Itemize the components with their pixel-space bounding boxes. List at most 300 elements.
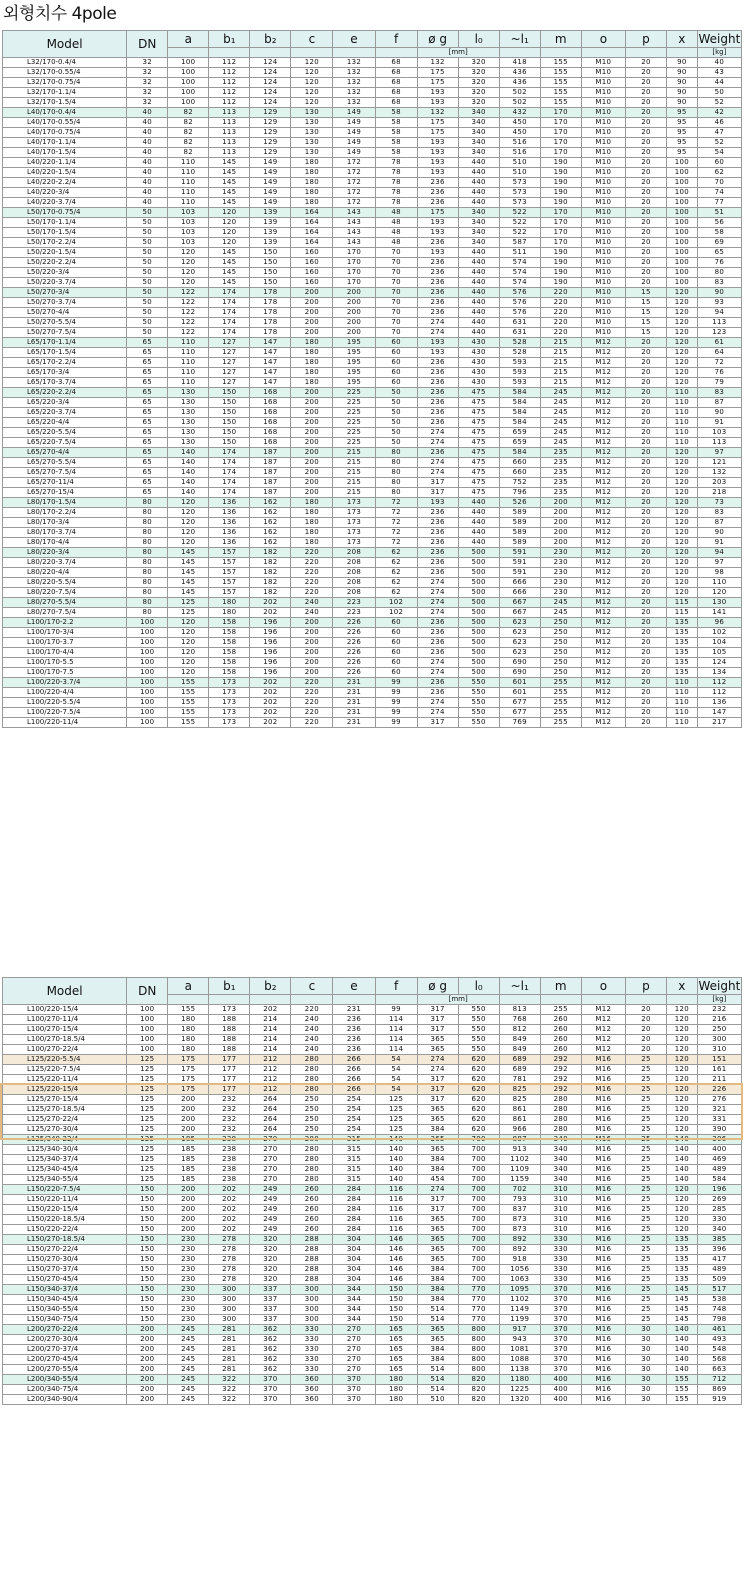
value-cell: 168 [250, 408, 291, 418]
model-cell: L200/340-75/4 [3, 1385, 127, 1395]
value-cell: 180 [291, 198, 333, 208]
value-cell: 139 [250, 218, 291, 228]
model-cell: L50/170-1.1/4 [3, 218, 127, 228]
value-cell: 214 [250, 1035, 291, 1045]
value-cell: 601 [499, 688, 540, 698]
value-cell: 208 [333, 588, 375, 598]
value-cell: 220 [291, 678, 333, 688]
value-cell: M12 [581, 508, 625, 518]
value-cell: 168 [250, 428, 291, 438]
model-cell: L40/220-3.7/4 [3, 198, 127, 208]
value-cell: 231 [333, 708, 375, 718]
value-cell: 200 [127, 1325, 168, 1335]
col-header-model: Model [3, 978, 127, 1005]
value-cell: 322 [209, 1385, 250, 1395]
value-cell: 168 [250, 438, 291, 448]
model-cell: L65/270-4/4 [3, 448, 127, 458]
value-cell: 236 [417, 518, 458, 528]
value-cell: 135 [666, 658, 697, 668]
value-cell: M12 [581, 718, 625, 728]
value-cell: 500 [458, 588, 499, 598]
value-cell: 150 [127, 1285, 168, 1295]
value-cell: 793 [499, 1195, 540, 1205]
table-row [3, 368, 742, 378]
value-cell: 913 [499, 1145, 540, 1155]
unit-cell [375, 995, 417, 1005]
value-cell: 238 [209, 1175, 250, 1185]
value-cell: 528 [499, 338, 540, 348]
value-cell: 82 [168, 108, 209, 118]
value-cell: 54 [375, 1055, 417, 1065]
value-cell: 254 [333, 1095, 375, 1105]
value-cell: M10 [581, 328, 625, 338]
value-cell: 584 [499, 448, 540, 458]
value-cell: 310 [540, 1195, 581, 1205]
value-cell: 288 [291, 1265, 333, 1275]
value-cell: 20 [625, 578, 666, 588]
value-cell: 20 [625, 488, 666, 498]
value-cell: 80 [127, 538, 168, 548]
value-cell: 440 [458, 328, 499, 338]
value-cell: 249 [250, 1225, 291, 1235]
model-cell: L80/170-4/4 [3, 538, 127, 548]
value-cell: 430 [458, 338, 499, 348]
value-cell: 147 [697, 708, 741, 718]
value-cell: 130 [168, 428, 209, 438]
table-row [3, 268, 742, 278]
value-cell: 510 [499, 168, 540, 178]
value-cell: 212 [250, 1075, 291, 1085]
value-cell: 215 [540, 338, 581, 348]
col-header-dn: DN [127, 31, 168, 58]
value-cell: 320 [250, 1265, 291, 1275]
value-cell: 82 [168, 148, 209, 158]
model-cell: L50/220-1.5/4 [3, 248, 127, 258]
value-cell: M16 [581, 1335, 625, 1345]
value-cell: 100 [127, 678, 168, 688]
value-cell: 155 [540, 78, 581, 88]
value-cell: 112 [209, 58, 250, 68]
value-cell: 20 [625, 368, 666, 378]
value-cell: 230 [168, 1235, 209, 1245]
value-cell: 15 [625, 298, 666, 308]
value-cell: 78 [375, 198, 417, 208]
model-cell: L200/270-45/4 [3, 1355, 127, 1365]
value-cell: 129 [250, 128, 291, 138]
value-cell: 62 [375, 588, 417, 598]
value-cell: 20 [625, 468, 666, 478]
value-cell: 200 [291, 458, 333, 468]
value-cell: 208 [333, 558, 375, 568]
value-cell: 60 [375, 378, 417, 388]
value-cell: 304 [333, 1275, 375, 1285]
value-cell: 280 [291, 1165, 333, 1175]
unit-cell [540, 995, 581, 1005]
value-cell: 943 [499, 1335, 540, 1345]
value-cell: 284 [333, 1205, 375, 1215]
col-header-6: ø g [417, 978, 458, 995]
value-cell: 250 [540, 648, 581, 658]
value-cell: 135 [666, 1235, 697, 1245]
value-cell: 193 [417, 248, 458, 258]
value-cell: 173 [209, 698, 250, 708]
value-cell: 136 [209, 538, 250, 548]
value-cell: 601 [499, 678, 540, 688]
value-cell: M10 [581, 318, 625, 328]
value-cell: 120 [666, 1055, 697, 1065]
value-cell: 223 [333, 598, 375, 608]
value-cell: 74 [697, 188, 741, 198]
value-cell: M10 [581, 248, 625, 258]
table-row [3, 1125, 742, 1135]
value-cell: 260 [540, 1015, 581, 1025]
value-cell: 120 [666, 588, 697, 598]
value-cell: 70 [375, 258, 417, 268]
value-cell: 68 [375, 98, 417, 108]
model-cell: L150/340-37/4 [3, 1285, 127, 1295]
unit-cell [209, 995, 250, 1005]
value-cell: 748 [697, 1305, 741, 1315]
value-cell: 82 [168, 118, 209, 128]
value-cell: 304 [333, 1235, 375, 1245]
value-cell: 100 [666, 208, 697, 218]
value-cell: 188 [209, 1015, 250, 1025]
table-row [3, 1355, 742, 1365]
value-cell: 174 [209, 308, 250, 318]
model-cell: L65/220-5.5/4 [3, 428, 127, 438]
col-header-9: m [540, 978, 581, 995]
value-cell: 781 [499, 1075, 540, 1085]
value-cell: 700 [458, 1245, 499, 1255]
value-cell: M16 [581, 1245, 625, 1255]
value-cell: 370 [333, 1395, 375, 1405]
value-cell: 454 [417, 1175, 458, 1185]
value-cell: 223 [333, 608, 375, 618]
table-row [3, 428, 742, 438]
value-cell: 120 [168, 638, 209, 648]
value-cell: 700 [458, 1225, 499, 1235]
value-cell: 226 [333, 618, 375, 628]
value-cell: 500 [458, 548, 499, 558]
value-cell: 362 [250, 1325, 291, 1335]
value-cell: 132 [333, 88, 375, 98]
value-cell: 135 [666, 628, 697, 638]
value-cell: 146 [375, 1245, 417, 1255]
table-row [3, 418, 742, 428]
value-cell: 236 [417, 188, 458, 198]
value-cell: 430 [458, 348, 499, 358]
value-cell: 264 [250, 1105, 291, 1115]
value-cell: 200 [291, 418, 333, 428]
model-cell: L80/220-4/4 [3, 568, 127, 578]
value-cell: M10 [581, 78, 625, 88]
value-cell: M16 [581, 1185, 625, 1195]
model-cell: L50/270-7.5/4 [3, 328, 127, 338]
value-cell: 340 [540, 1145, 581, 1155]
value-cell: M16 [581, 1265, 625, 1275]
value-cell: 203 [697, 478, 741, 488]
value-cell: 538 [697, 1295, 741, 1305]
value-cell: 340 [458, 218, 499, 228]
value-cell: 122 [168, 308, 209, 318]
value-cell: 147 [250, 338, 291, 348]
value-cell: 517 [697, 1285, 741, 1295]
value-cell: 589 [499, 538, 540, 548]
model-cell: L65/170-3.7/4 [3, 378, 127, 388]
value-cell: 270 [250, 1155, 291, 1165]
value-cell: 280 [540, 1095, 581, 1105]
table-row [3, 188, 742, 198]
value-cell: 231 [333, 678, 375, 688]
col-header-4: e [333, 31, 375, 48]
model-cell: L125/220-11/4 [3, 1075, 127, 1085]
value-cell: 304 [333, 1265, 375, 1275]
value-cell: 550 [458, 1005, 499, 1015]
value-cell: 489 [697, 1165, 741, 1175]
value-cell: 236 [333, 1025, 375, 1035]
value-cell: 157 [209, 568, 250, 578]
value-cell: 65 [127, 338, 168, 348]
value-cell: 215 [333, 488, 375, 498]
model-cell: L100/220-4/4 [3, 688, 127, 698]
value-cell: 120 [291, 58, 333, 68]
value-cell: 125 [127, 1175, 168, 1185]
value-cell: 193 [417, 98, 458, 108]
model-cell: L125/270-18.5/4 [3, 1105, 127, 1115]
value-cell: 120 [666, 288, 697, 298]
value-cell: 274 [417, 698, 458, 708]
value-cell: 190 [540, 158, 581, 168]
value-cell: 200 [291, 468, 333, 478]
value-cell: 550 [458, 678, 499, 688]
value-cell: 25 [625, 1305, 666, 1315]
value-cell: 185 [168, 1155, 209, 1165]
value-cell: 550 [458, 1025, 499, 1035]
value-cell: 185 [168, 1145, 209, 1155]
value-cell: 510 [417, 1395, 458, 1405]
value-cell: 238 [209, 1135, 250, 1145]
value-cell: 360 [291, 1375, 333, 1385]
value-cell: 65 [127, 358, 168, 368]
model-cell: L100/170-3/4 [3, 628, 127, 638]
value-cell: 278 [209, 1235, 250, 1245]
value-cell: 20 [625, 1015, 666, 1025]
value-cell: 178 [250, 318, 291, 328]
value-cell: 340 [458, 238, 499, 248]
value-cell: 236 [417, 378, 458, 388]
value-cell: M12 [581, 628, 625, 638]
value-cell: 220 [291, 548, 333, 558]
value-cell: 174 [209, 448, 250, 458]
value-cell: 114 [375, 1015, 417, 1025]
value-cell: 76 [697, 368, 741, 378]
value-cell: 700 [458, 1235, 499, 1245]
value-cell: 122 [168, 288, 209, 298]
value-cell: 700 [458, 1155, 499, 1165]
value-cell: 306 [697, 1135, 741, 1145]
value-cell: 196 [697, 1185, 741, 1195]
value-cell: 430 [458, 358, 499, 368]
value-cell: 274 [417, 428, 458, 438]
table-row [3, 148, 742, 158]
value-cell: 127 [209, 338, 250, 348]
value-cell: 584 [499, 398, 540, 408]
value-cell: 236 [417, 508, 458, 518]
value-cell: 120 [666, 468, 697, 478]
value-cell: 113 [209, 138, 250, 148]
value-cell: 365 [417, 1215, 458, 1225]
value-cell: 250 [540, 618, 581, 628]
value-cell: 317 [417, 488, 458, 498]
unit-cell [333, 995, 375, 1005]
value-cell: M12 [581, 608, 625, 618]
value-cell: 196 [250, 618, 291, 628]
table-row [3, 568, 742, 578]
value-cell: M12 [581, 648, 625, 658]
value-cell: 236 [417, 368, 458, 378]
value-cell: 120 [666, 1025, 697, 1035]
table-row [3, 618, 742, 628]
value-cell: 800 [458, 1365, 499, 1375]
value-cell: 80 [375, 468, 417, 478]
value-cell: 180 [291, 518, 333, 528]
value-cell: M12 [581, 498, 625, 508]
value-cell: 48 [375, 238, 417, 248]
value-cell: M10 [581, 278, 625, 288]
value-cell: 769 [499, 718, 540, 728]
value-cell: 245 [540, 408, 581, 418]
value-cell: 317 [417, 1025, 458, 1035]
value-cell: 100 [127, 628, 168, 638]
value-cell: 522 [499, 218, 540, 228]
value-cell: 820 [458, 1375, 499, 1385]
page-title: 외형치수 4pole [3, 4, 117, 24]
value-cell: 322 [209, 1395, 250, 1405]
table-row [3, 1375, 742, 1385]
value-cell: 208 [333, 548, 375, 558]
value-cell: 125 [168, 598, 209, 608]
value-cell: 82 [168, 138, 209, 148]
value-cell: 620 [458, 1115, 499, 1125]
table-row [3, 1195, 742, 1205]
value-cell: 573 [499, 198, 540, 208]
value-cell: 249 [250, 1205, 291, 1215]
value-cell: 216 [697, 1015, 741, 1025]
table-row [3, 438, 742, 448]
value-cell: M10 [581, 188, 625, 198]
value-cell: M16 [581, 1075, 625, 1085]
value-cell: 280 [291, 1155, 333, 1165]
value-cell: 568 [697, 1355, 741, 1365]
value-cell: 284 [333, 1225, 375, 1235]
value-cell: 145 [666, 1295, 697, 1305]
value-cell: 591 [499, 568, 540, 578]
value-cell: 25 [625, 1125, 666, 1135]
unit-cell [581, 48, 625, 58]
value-cell: 1063 [499, 1275, 540, 1285]
value-cell: 1225 [499, 1385, 540, 1395]
table-row [3, 408, 742, 418]
value-cell: 25 [625, 1115, 666, 1125]
value-cell: 274 [417, 708, 458, 718]
value-cell: 226 [333, 658, 375, 668]
value-cell: 97 [697, 558, 741, 568]
value-cell: 370 [540, 1305, 581, 1315]
value-cell: 70 [375, 308, 417, 318]
value-cell: 173 [209, 678, 250, 688]
value-cell: 48 [375, 228, 417, 238]
value-cell: 185 [168, 1135, 209, 1145]
value-cell: 48 [375, 218, 417, 228]
value-cell: 100 [168, 58, 209, 68]
model-cell: L65/170-2.2/4 [3, 358, 127, 368]
value-cell: 150 [250, 278, 291, 288]
value-cell: 310 [540, 1205, 581, 1215]
value-cell: 280 [291, 1065, 333, 1075]
value-cell: 116 [375, 1195, 417, 1205]
value-cell: 340 [458, 138, 499, 148]
value-cell: 170 [540, 138, 581, 148]
value-cell: 475 [458, 488, 499, 498]
value-cell: M16 [581, 1135, 625, 1145]
value-cell: 60 [375, 628, 417, 638]
value-cell: 182 [250, 568, 291, 578]
value-cell: 337 [250, 1295, 291, 1305]
value-cell: 20 [625, 228, 666, 238]
value-cell: 180 [291, 528, 333, 538]
value-cell: 315 [333, 1135, 375, 1145]
value-cell: 120 [666, 1195, 697, 1205]
value-cell: 220 [540, 288, 581, 298]
value-cell: 202 [209, 1225, 250, 1235]
value-cell: 365 [417, 1245, 458, 1255]
value-cell: 196 [250, 658, 291, 668]
value-cell: 274 [417, 458, 458, 468]
value-cell: 99 [375, 718, 417, 728]
value-cell: 40 [697, 58, 741, 68]
value-cell: 124 [250, 68, 291, 78]
value-cell: 300 [291, 1285, 333, 1295]
value-cell: 70 [375, 248, 417, 258]
value-cell: 120 [666, 358, 697, 368]
value-cell: 50 [127, 288, 168, 298]
value-cell: 337 [250, 1285, 291, 1295]
value-cell: 60 [375, 618, 417, 628]
value-cell: 475 [458, 428, 499, 438]
value-cell: 80 [127, 608, 168, 618]
value-cell: 266 [333, 1055, 375, 1065]
value-cell: 284 [333, 1185, 375, 1195]
table-row [3, 1085, 742, 1095]
value-cell: 500 [458, 668, 499, 678]
value-cell: 15 [625, 288, 666, 298]
value-cell: 245 [540, 388, 581, 398]
value-cell: M12 [581, 568, 625, 578]
value-cell: 180 [291, 168, 333, 178]
value-cell: 150 [209, 408, 250, 418]
value-cell: 170 [333, 278, 375, 288]
value-cell: 99 [375, 678, 417, 688]
value-cell: 15 [625, 308, 666, 318]
value-cell: 796 [499, 488, 540, 498]
value-cell: 440 [458, 188, 499, 198]
value-cell: 200 [168, 1095, 209, 1105]
value-cell: 550 [458, 1045, 499, 1055]
value-cell: 120 [666, 1215, 697, 1225]
value-cell: 80 [375, 458, 417, 468]
col-header-7: l₀ [458, 978, 499, 995]
value-cell: 190 [540, 198, 581, 208]
